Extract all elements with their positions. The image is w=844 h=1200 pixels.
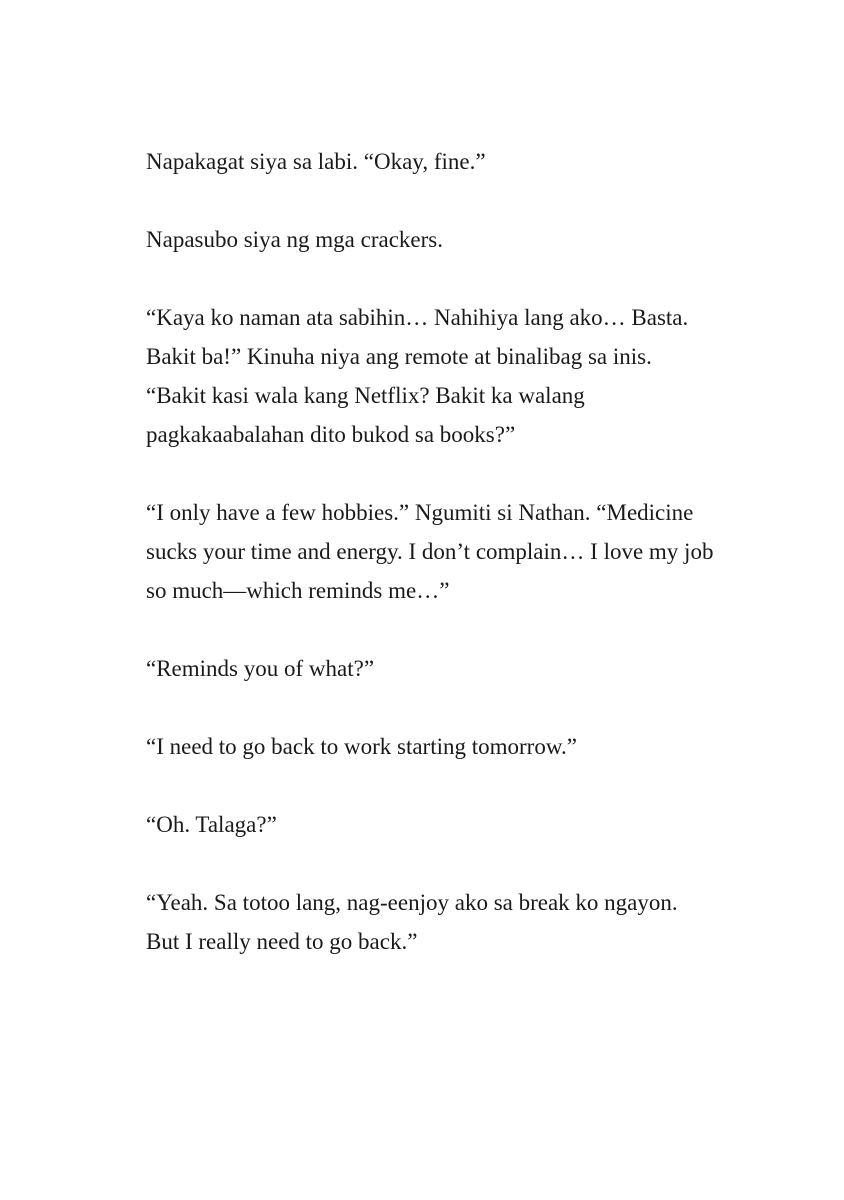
paragraph-3: “Kaya ko naman ata sabihin… Nahihiya lang ako… Basta. Bakit ba!” Kinuha niya ang remote at binalibag sa inis. “Bakit kasi wala kang Netflix? Bakit ka walang pagkakaabalahan dito bukod sa books?” — [146, 305, 689, 447]
paragraph-6: “I need to go back to work starting tomorrow.” — [146, 734, 577, 759]
paragraph-8: “Yeah. Sa totoo lang, nag-eenjoy ako sa break ko ngayon. But I really need to go back.” — [146, 890, 678, 954]
paragraph-1: Napakagat siya sa labi. “Okay, fine.” — [146, 149, 486, 174]
paragraph-2: Napasubo siya ng mga crackers. — [146, 227, 443, 252]
text-body — [146, 142, 716, 961]
paragraph-5: “Reminds you of what?” — [146, 656, 375, 681]
paragraph-7: “Oh. Talaga?” — [146, 812, 277, 837]
paragraph-4: “I only have a few hobbies.” Ngumiti si Nathan. “Medicine sucks your time and energy. I don’t complain… I love my job so much—which reminds me…” — [146, 500, 714, 603]
